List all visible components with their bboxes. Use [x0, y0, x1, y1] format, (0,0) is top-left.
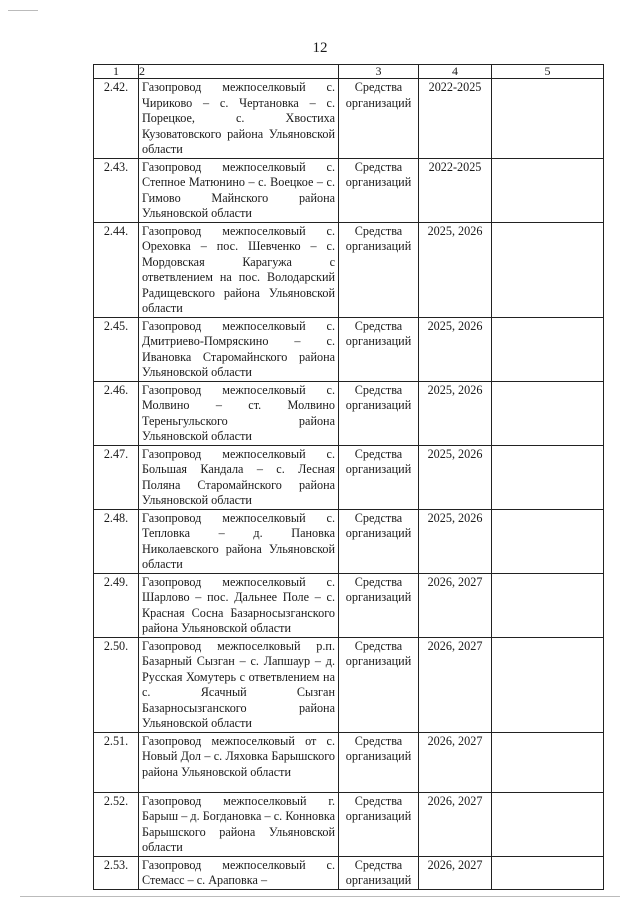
row-funding-source: Средства организаций — [339, 445, 419, 509]
table-row — [94, 222, 604, 317]
row-funding-source: Средства организаций — [339, 509, 419, 573]
row-note — [492, 637, 604, 732]
row-years: 2022-2025 — [419, 79, 492, 159]
row-note — [492, 381, 604, 445]
row-description: Газопровод межпоселковый от с. Новый Дол – с. Ляховка Барышского района Ульяновской области — [139, 732, 339, 792]
row-description: Газопровод межпоселковый с. Стемасс – с. Араповка – — [139, 856, 339, 889]
row-years: 2022-2025 — [419, 158, 492, 222]
row-description: Газопровод межпоселковый с. Дмитриево-Помряскино – с. Ивановка Старомайнского района Ульяновской области — [139, 317, 339, 381]
row-description: Газопровод межпоселковый с. Степное Матюнино – с. Воецкое – с. Гимово Майнского района Ульяновской области — [139, 158, 339, 222]
scan-edge-mark — [8, 10, 38, 11]
row-note — [492, 732, 604, 792]
row-funding-source: Средства организаций — [339, 732, 419, 792]
row-number: 2.49. — [94, 573, 139, 637]
table-row — [94, 445, 604, 509]
row-description: Газопровод межпоселковый с. Молвино – ст. Молвино Тереньгульского района Ульяновской области — [139, 381, 339, 445]
column-header-3: 3 — [339, 65, 419, 79]
scan-edge-mark — [20, 896, 620, 897]
row-number: 2.42. — [94, 79, 139, 159]
row-funding-source: Средства организаций — [339, 79, 419, 159]
row-years: 2026, 2027 — [419, 792, 492, 856]
table-row — [94, 509, 604, 573]
row-funding-source: Средства организаций — [339, 222, 419, 317]
infrastructure-table — [93, 64, 604, 890]
row-years: 2025, 2026 — [419, 381, 492, 445]
row-description: Газопровод межпоселковый с. Чириково – с. Чертановка – с. Порецкое, с. Хвостиха Кузоватовского района Ульяновской области — [139, 79, 339, 159]
row-years: 2026, 2027 — [419, 732, 492, 792]
row-funding-source: Средства организаций — [339, 158, 419, 222]
row-number: 2.43. — [94, 158, 139, 222]
row-description: Газопровод межпоселковый с. Шарлово – пос. Дальнее Поле – с. Красная Сосна Базарносызганского района Ульяновской области — [139, 573, 339, 637]
row-description: Газопровод межпоселковый с. Ореховка – пос. Шевченко – с. Мордовская Карагужа с ответвлением на пос. Володарский Радищевского района Ульяновской области — [139, 222, 339, 317]
row-note — [492, 573, 604, 637]
row-funding-source: Средства организаций — [339, 573, 419, 637]
row-funding-source: Средства организаций — [339, 856, 419, 889]
row-years: 2026, 2027 — [419, 573, 492, 637]
row-description: Газопровод межпоселковый г. Барыш – д. Богдановка – с. Конновка Барышского района Ульяновской области — [139, 792, 339, 856]
row-note — [492, 317, 604, 381]
row-years: 2025, 2026 — [419, 445, 492, 509]
column-header-5: 5 — [492, 65, 604, 79]
row-number: 2.53. — [94, 856, 139, 889]
row-number: 2.48. — [94, 509, 139, 573]
table-body — [94, 79, 604, 890]
table-row — [94, 158, 604, 222]
row-years: 2026, 2027 — [419, 637, 492, 732]
row-number: 2.50. — [94, 637, 139, 732]
row-description: Газопровод межпоселковый р.п. Базарный Сызган – с. Лапшаур – д. Русская Хомутерь с ответвлением на с. Ясачный Сызган Базарносызганского района Ульяновской области — [139, 637, 339, 732]
table-row — [94, 637, 604, 732]
table-row — [94, 381, 604, 445]
row-years: 2025, 2026 — [419, 222, 492, 317]
row-number: 2.46. — [94, 381, 139, 445]
row-number: 2.44. — [94, 222, 139, 317]
table-row — [94, 856, 604, 889]
row-description: Газопровод межпоселковый с. Тепловка – д. Пановка Николаевского района Ульяновской области — [139, 509, 339, 573]
table-row — [94, 792, 604, 856]
row-funding-source: Средства организаций — [339, 317, 419, 381]
row-years: 2025, 2026 — [419, 317, 492, 381]
row-note — [492, 158, 604, 222]
column-header-2: 2 — [139, 65, 339, 79]
column-header-4: 4 — [419, 65, 492, 79]
row-note — [492, 79, 604, 159]
row-funding-source: Средства организаций — [339, 792, 419, 856]
row-note — [492, 792, 604, 856]
row-number: 2.51. — [94, 732, 139, 792]
row-number: 2.47. — [94, 445, 139, 509]
row-description: Газопровод межпоселковый с. Большая Кандала – с. Лесная Поляна Старомайнского района Ульяновской области — [139, 445, 339, 509]
row-note — [492, 509, 604, 573]
row-years: 2025, 2026 — [419, 509, 492, 573]
table-row — [94, 732, 604, 792]
row-note — [492, 445, 604, 509]
column-header-1: 1 — [94, 65, 139, 79]
row-funding-source: Средства организаций — [339, 637, 419, 732]
row-note — [492, 222, 604, 317]
row-number: 2.52. — [94, 792, 139, 856]
row-years: 2026, 2027 — [419, 856, 492, 889]
table-header-row — [94, 65, 604, 79]
table-row — [94, 317, 604, 381]
page-number: 12 — [312, 40, 328, 56]
row-note — [492, 856, 604, 889]
row-number: 2.45. — [94, 317, 139, 381]
table-row — [94, 573, 604, 637]
table-row — [94, 79, 604, 159]
row-funding-source: Средства организаций — [339, 381, 419, 445]
